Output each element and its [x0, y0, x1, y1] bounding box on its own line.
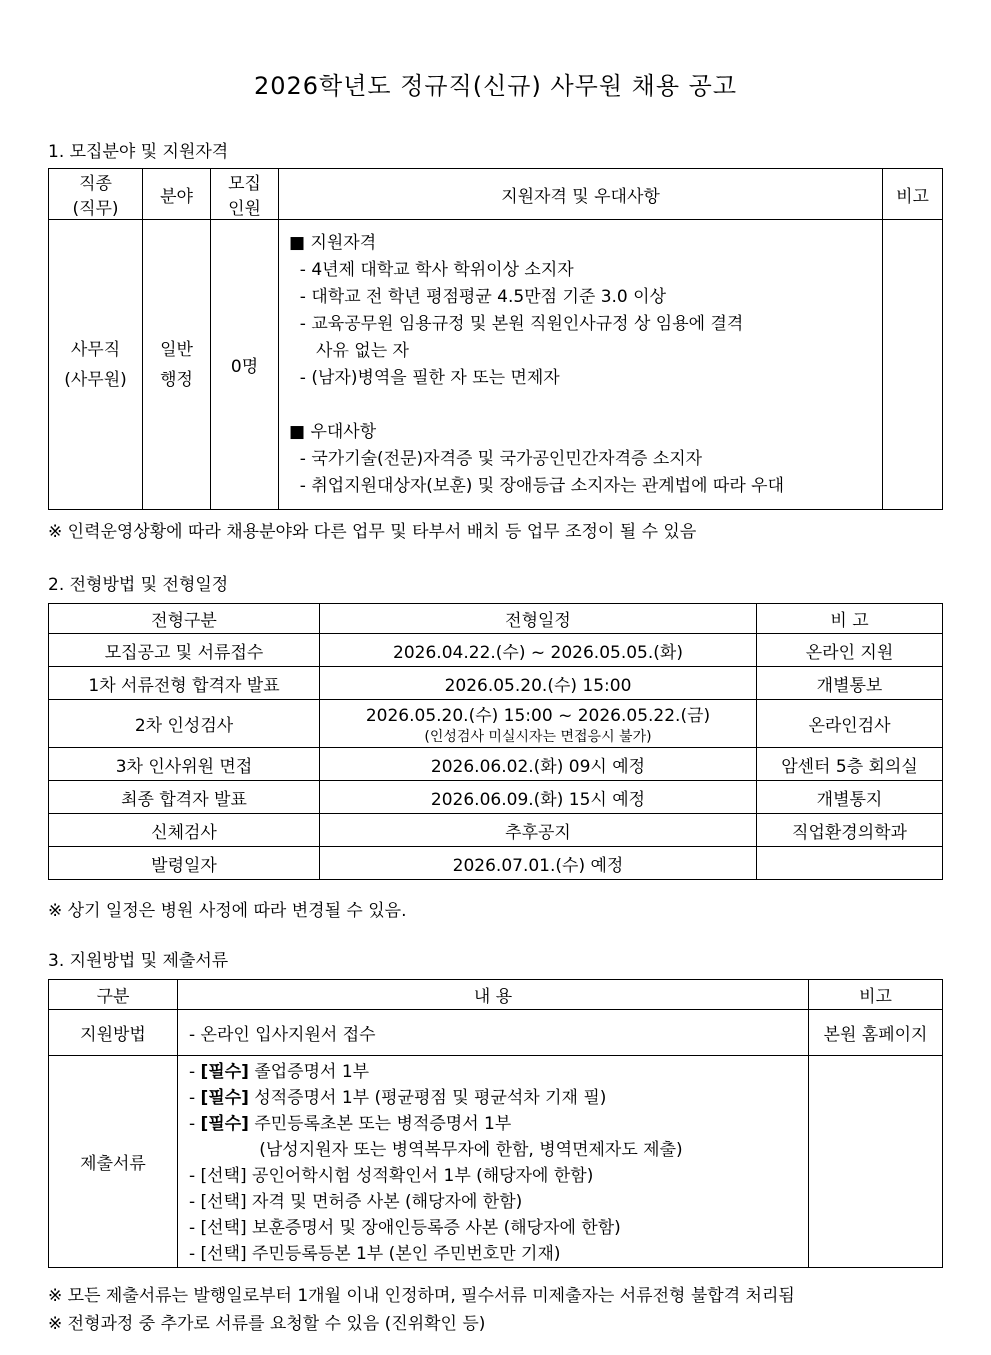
schedule-note: 개별통보: [757, 667, 943, 700]
schedule-note: 온라인 지원: [757, 634, 943, 667]
schedule-note: 암센터 5층 회의실: [757, 748, 943, 781]
schedule-type: 최종 합격자 발표: [49, 781, 320, 814]
qual-line: ■ 우대사항: [289, 422, 377, 442]
header-field: 분야: [143, 169, 211, 220]
schedule-date-main: 2026.06.02.(화) 09시 예정: [430, 756, 646, 777]
docs-line: [189, 1085, 808, 1111]
docs-line-tag: [필수]: [200, 1062, 249, 1082]
section3-footnote-2: ※ 전형과정 중 추가로 서류를 요청할 수 있음 (진위확인 등): [48, 1314, 486, 1334]
header-job: 직종 (직무): [49, 169, 143, 220]
page-title: 2026학년도 정규직(신규) 사무원 채용 공고: [253, 72, 738, 100]
qual-line: - 대학교 전 학년 평점평균 4.5만점 기준 3.0 이상: [289, 287, 666, 307]
docs-content: [178, 1056, 809, 1268]
docs-line-prefix: -: [189, 1088, 201, 1108]
qual-line: - 국가기술(전문)자격증 및 국가공인민간자격증 소지자: [289, 449, 703, 469]
table-row: [49, 814, 943, 847]
field-cell: 일반 행정: [143, 220, 211, 510]
schedule-type: 신체검사: [49, 814, 320, 847]
schedule-note: 온라인검사: [757, 700, 943, 748]
docs-line-tag: [필수]: [200, 1114, 249, 1134]
schedule-date: [320, 748, 757, 781]
docs-line-tag: [필수]: [200, 1088, 249, 1108]
apply-content: - 온라인 입사지원서 접수: [178, 1010, 809, 1056]
header-note: 비고: [809, 980, 943, 1010]
schedule-date-main: 2026.06.09.(화) 15시 예정: [430, 789, 646, 810]
schedule-note: 직업환경의학과: [757, 814, 943, 847]
docs-line-prefix: -: [189, 1062, 201, 1082]
section1-heading: 1. 모집분야 및 지원자격: [48, 142, 229, 162]
docs-line: [189, 1241, 808, 1267]
schedule-date-main: 추후공지: [505, 822, 571, 843]
schedule-type: 1차 서류전형 합격자 발표: [49, 667, 320, 700]
schedule-date-main: 2026.05.20.(수) 15:00: [444, 675, 632, 696]
header-type: 구분: [49, 980, 178, 1010]
schedule-type: 모집공고 및 서류접수: [49, 634, 320, 667]
qual-line: 사유 없는 자: [289, 341, 409, 361]
docs-line-text: [선택] 보훈증명서 및 장애인등록증 사본 (해당자에 한함): [200, 1218, 621, 1238]
documents-table: [48, 979, 943, 1268]
section3-footnote-1: ※ 모든 제출서류는 발행일로부터 1개월 이내 인정하며, 필수서류 미제출자는 서류전형 불합격 처리됨: [48, 1286, 795, 1306]
header-schedule: 전형일정: [320, 604, 757, 634]
schedule-date: [320, 847, 757, 880]
docs-line-text: (남성지원자 또는 병역복무자에 한함, 병역면제자도 제출): [189, 1140, 683, 1160]
docs-line: [189, 1189, 808, 1215]
qual-line: - 4년제 대학교 학사 학위이상 소지자: [289, 260, 574, 280]
qual-line: [289, 392, 882, 419]
table-row: [49, 634, 943, 667]
docs-line-prefix: -: [189, 1166, 201, 1186]
schedule-note: [757, 847, 943, 880]
qual-line: - 교육공무원 임용규정 및 본원 직원인사규정 상 임용에 결격: [289, 314, 744, 334]
qual-line: - 취업지원대상자(보훈) 및 장애등급 소지자는 관계법에 따라 우대: [289, 476, 785, 496]
schedule-type: 3차 인사위원 면접: [49, 748, 320, 781]
section3-heading: 3. 지원방법 및 제출서류: [48, 951, 229, 971]
apply-note: 본원 홈페이지: [809, 1010, 943, 1056]
section2-heading: 2. 전형방법 및 전형일정: [48, 575, 229, 595]
docs-line: [189, 1163, 808, 1189]
schedule-type: 발령일자: [49, 847, 320, 880]
docs-line-prefix: -: [189, 1244, 201, 1264]
schedule-date: [320, 634, 757, 667]
count-cell: 0명: [211, 220, 279, 510]
docs-line-text: 졸업증명서 1부: [248, 1062, 370, 1082]
schedule-type: 2차 인성검사: [49, 700, 320, 748]
docs-line-text: [선택] 공인어학시험 성적확인서 1부 (해당자에 한함): [200, 1166, 594, 1186]
recruit-table: [48, 168, 943, 510]
note-cell: [883, 220, 943, 510]
docs-line: [189, 1059, 808, 1085]
header-count: 모집 인원: [211, 169, 279, 220]
docs-line-text: [선택] 주민등록등본 1부 (본인 주민번호만 기재): [200, 1244, 561, 1264]
section1-footnote: ※ 인력운영상황에 따라 채용분야와 다른 업무 및 타부서 배치 등 업무 조정이 될 수 있음: [48, 522, 697, 542]
docs-line: [189, 1137, 808, 1163]
header-note: 비 고: [757, 604, 943, 634]
job-cell: 사무직 (사무원): [49, 220, 143, 510]
qual-cell: [279, 220, 883, 510]
schedule-date: [320, 781, 757, 814]
table-row: [49, 748, 943, 781]
docs-line-text: 주민등록초본 또는 병적증명서 1부: [248, 1114, 512, 1134]
schedule-date-main: 2026.04.22.(수) ~ 2026.05.05.(화): [393, 642, 683, 663]
docs-line-prefix: -: [189, 1192, 201, 1212]
docs-line-text: [선택] 자격 및 면허증 사본 (해당자에 한함): [200, 1192, 523, 1212]
schedule-note: 개별통지: [757, 781, 943, 814]
schedule-date: [320, 667, 757, 700]
docs-lines: [189, 1059, 808, 1267]
table-row: [49, 700, 943, 748]
schedule-date-main: 2026.07.01.(수) 예정: [452, 855, 624, 876]
schedule-date: [320, 700, 757, 748]
table-row: [49, 667, 943, 700]
table-row: [49, 781, 943, 814]
table-row: [49, 847, 943, 880]
qual-lines: [289, 230, 882, 500]
header-type: 전형구분: [49, 604, 320, 634]
schedule-date-sub: (인성검사 미실시자는 면접응시 불가): [424, 729, 652, 745]
header-content: 내 용: [178, 980, 809, 1010]
schedule-date: [320, 814, 757, 847]
qual-line: ■ 지원자격: [289, 233, 377, 253]
docs-line-prefix: -: [189, 1114, 201, 1134]
schedule-date-main: 2026.05.20.(수) 15:00 ~ 2026.05.22.(금): [365, 706, 711, 726]
section2-footnote: ※ 상기 일정은 병원 사정에 따라 변경될 수 있음.: [48, 901, 407, 921]
docs-line-text: 성적증명서 1부 (평균평점 및 평균석차 기재 필): [248, 1088, 607, 1108]
qual-line: - (남자)병역을 필한 자 또는 면제자: [289, 368, 560, 388]
schedule-table: [48, 603, 943, 880]
docs-line-prefix: -: [189, 1218, 201, 1238]
docs-line: [189, 1111, 808, 1137]
docs-type: 제출서류: [49, 1056, 178, 1268]
apply-type: 지원방법: [49, 1010, 178, 1056]
docs-line: [189, 1215, 808, 1241]
header-qual: 지원자격 및 우대사항: [279, 169, 883, 220]
docs-note: [809, 1056, 943, 1268]
header-note: 비고: [883, 169, 943, 220]
